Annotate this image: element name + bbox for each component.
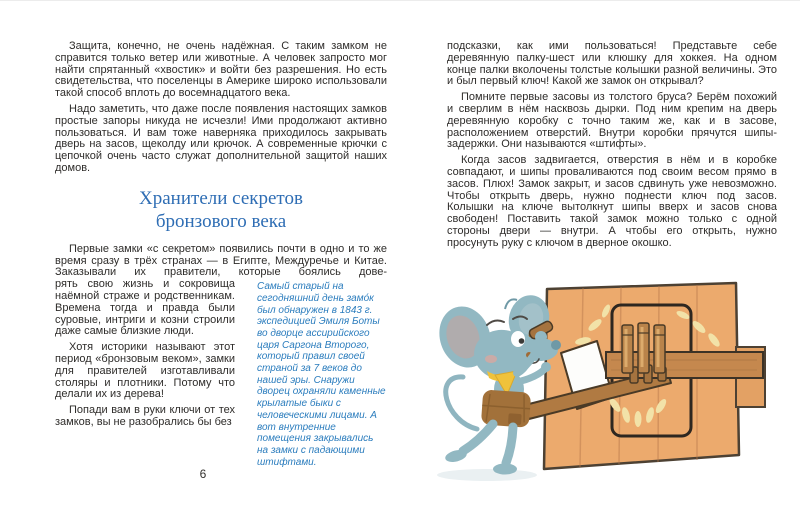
- paragraph: Надо заметить, что даже после появления настоящих замков простые запоры никуда не исчезли! Ими продолжают активно пользоваться. И вам тоже наверняка приходилось закрывать дверь на засов, щеколду или крючок. А современные крючки с цепочкой очень часто служат дополнительной защитой наших домов.: [55, 102, 387, 174]
- margin-note: Самый старый на сегодняшний день замо́к был обнаружен в 1843 г. экспедицией Эмиля Боты во дворце ассирийского царя Саргона Второго, который правил своей страной за 7 веков до нашей эры. Снаружи дворец охраняли каменные крылатые быки с человеческими лицами. А вот внутренние помещения закрывались на замки с падающими штифтами.: [257, 281, 386, 468]
- paragraph: Помните первые засовы из толстого бруса? Берём похожий и сверлим в нём насквозь дырки. Под ним крепим на дверь деревянную коробку с точно таким же, как и в засове, расположением отверстий. Внутри коробки прячутся шипы-задержки. Они называются «штифты».: [447, 91, 777, 151]
- blush: [485, 355, 497, 363]
- foot-right: [493, 464, 517, 475]
- paragraph: Первые замки «с секретом» появились почти в одно и то же время сразу в трёх странах — в Египте, Междуречье и Китае. Заказывали их правители, которые боялись дове-: [55, 242, 387, 279]
- paragraph: Когда засов задвигается, отверстия в нём и в коробке совпадают, и шипы проваливаются под своим весом прямо в засов. Плюх! Замок закрыт, и засов сдвинуть уже невозможно. Чтобы открыть дверь, нужно поднести ключ под засов. Колышки на ключе вытолкнут шипы вверх и засов снова свободен! Поставить такой замок можно только с одной стороны двери — внутри. А чтобы его открыть, нужно просунуть руку с ключом в дверное окошко.: [447, 154, 777, 249]
- page-left: [55, 40, 387, 481]
- shorts: [481, 389, 531, 427]
- paw-raised: [535, 331, 547, 343]
- main-column: [55, 279, 235, 433]
- paragraph: подсказки, как ими пользоваться! Представьте себе деревянную палку-шест или клюшку для хоккея. На одном конце палки вколочены толстые колышки разной величины. Это и был первый ключ! Какой же замок он открывал?: [447, 40, 777, 88]
- ground-shadow: [437, 469, 537, 481]
- leg-right: [506, 427, 513, 463]
- illustration-svg: [425, 279, 800, 513]
- brow-left: [487, 321, 504, 325]
- chapter-heading-line: Хранители секретов: [139, 187, 303, 209]
- mouse-tail: [446, 377, 477, 429]
- paragraph: Защита, конечно, не очень надёжная. С таким замком не справится только ветер или животные. А человек запросто мог найти спрятанный «хвостик» и войти без разрешения. Но есть свидетельства, что поселенцы в Америке широко использовали такой способ вплоть до восемнадцатого века.: [55, 40, 387, 100]
- lock-pins: [622, 323, 665, 373]
- wooden-door: [525, 283, 765, 469]
- mouse-and-wooden-lock-illustration: [425, 279, 800, 513]
- paw-lower: [541, 362, 551, 372]
- chapter-heading-line: бронзового века: [155, 210, 287, 232]
- paragraph: рять свою жизнь и сокровища наёмной страже и родственникам. Времена тогда и правда были суровые, интриги и козни строили даже самые близкие люди.: [55, 278, 235, 338]
- two-column-section: [55, 279, 387, 468]
- page-number: 6: [199, 467, 207, 481]
- page-right: [447, 41, 777, 254]
- paragraph: Попади вам в руки ключи от тех замков, вы не разобрались бы без: [55, 404, 235, 428]
- paragraph: Хотя историки называют этот период «бронзовым веком», замки для правителей изготавливали столяры и плотники. Потому что делали их из дерева!: [55, 341, 235, 401]
- mouse-nose: [551, 340, 561, 350]
- chapter-heading: [55, 187, 387, 233]
